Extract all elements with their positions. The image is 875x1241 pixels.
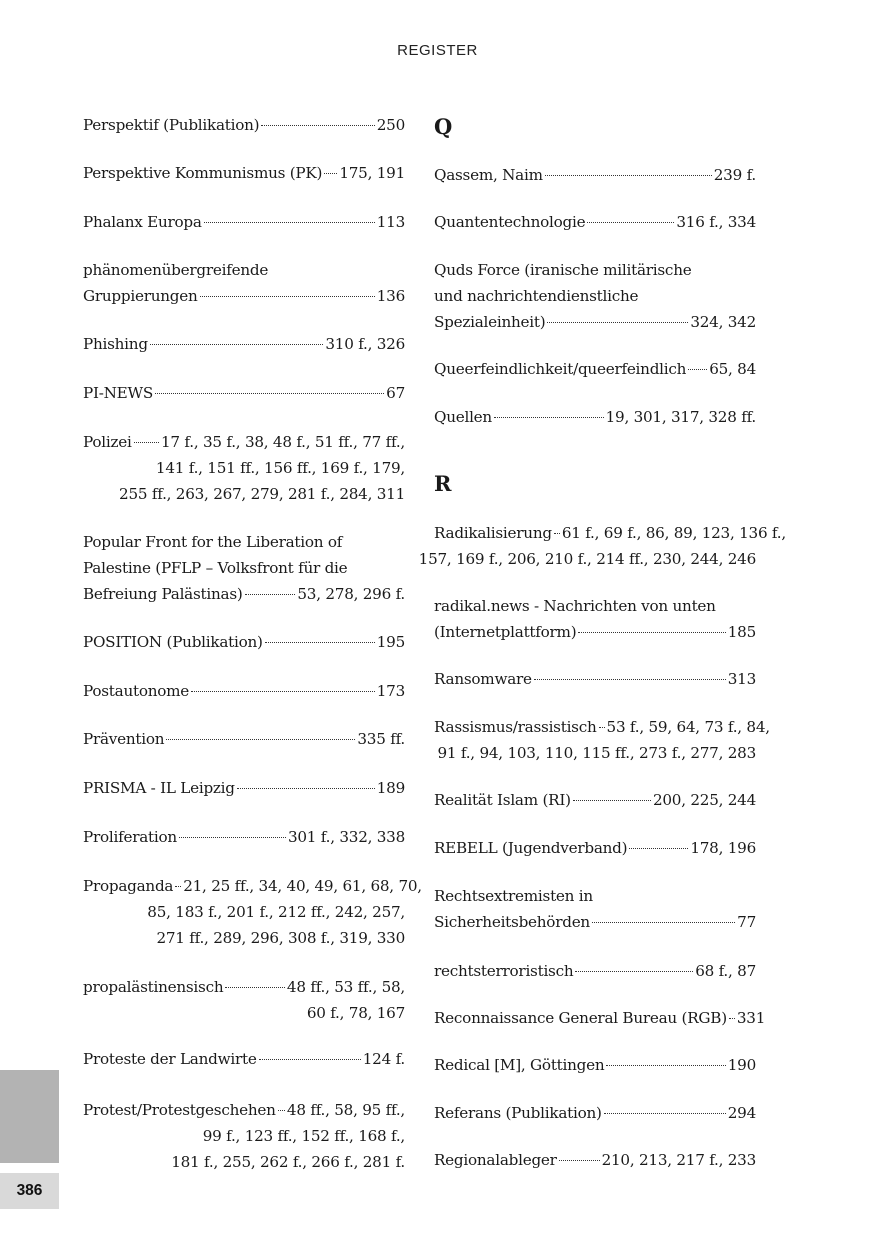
index-term: Redical [M], Göttingen — [434, 1056, 605, 1074]
index-entry — [83, 209, 405, 235]
dot-leader — [494, 417, 604, 418]
index-entry — [83, 824, 405, 850]
index-entry — [83, 160, 405, 186]
index-term: Spezialeinheit) — [434, 313, 546, 331]
index-term: Proteste der Landwirte — [83, 1050, 257, 1068]
index-term: Prävention — [83, 730, 165, 748]
dot-leader — [134, 442, 159, 443]
index-entry-line — [83, 824, 405, 850]
index-entry — [434, 593, 756, 645]
index-term: Qassem, Naim — [434, 166, 543, 184]
page-references: 335 ff. — [357, 730, 405, 748]
index-entry-line — [434, 1005, 766, 1031]
page-references: 324, 342 — [690, 313, 756, 331]
page-references: 195 — [376, 633, 405, 651]
index-entry-line — [418, 546, 756, 572]
index-entry-line — [83, 899, 405, 925]
index-entry-line — [83, 629, 405, 655]
index-term: Rassismus/rassistisch — [434, 718, 597, 736]
thumb-index-tab — [0, 1070, 59, 1163]
index-entry — [418, 520, 786, 572]
page-references: 53, 278, 296 f. — [297, 585, 405, 603]
index-entry-line — [434, 309, 756, 335]
dot-leader — [629, 848, 688, 849]
page-references: 173 — [376, 682, 405, 700]
page-references: 68 f., 87 — [695, 962, 756, 980]
page-references: 175, 191 — [339, 164, 405, 182]
index-term: Popular Front for the Liberation of — [83, 533, 343, 551]
index-entry — [83, 775, 405, 801]
page-references: 124 f. — [362, 1050, 405, 1068]
page-references: 271 ff., 289, 296, 308 f., 319, 330 — [156, 929, 405, 947]
index-entry-line — [83, 925, 405, 951]
index-term: radikal.news - Nachrichten von unten — [434, 597, 716, 615]
index-entry — [434, 404, 756, 430]
index-entry — [434, 883, 756, 935]
index-entry — [434, 666, 756, 692]
index-entry-line — [434, 787, 756, 813]
index-entry-line — [83, 112, 405, 138]
index-entry-line — [83, 1000, 405, 1026]
dot-leader — [225, 987, 285, 988]
index-entry — [83, 1046, 405, 1072]
page-references: 185 — [727, 623, 756, 641]
section-letter-r: R — [434, 471, 452, 496]
page-references: 48 ff., 58, 95 ff., — [286, 1101, 405, 1119]
index-term: Ransomware — [434, 670, 532, 688]
dot-leader — [547, 322, 688, 323]
page-references: 313 — [727, 670, 756, 688]
index-term: Perspektif (Publikation) — [83, 116, 260, 134]
dot-leader — [245, 594, 296, 595]
page-references: 48 ff., 53 ff., 58, — [286, 978, 405, 996]
index-term: Postautonome — [83, 682, 190, 700]
page-references: 91 f., 94, 103, 110, 115 ff., 273 f., 277, 283 — [437, 744, 756, 762]
index-entry-line — [83, 257, 405, 283]
index-entry — [83, 257, 405, 309]
index-entry-line — [434, 162, 756, 188]
page-references: 157, 169 f., 206, 210 f., 214 ff., 230, 244, 246 — [418, 550, 756, 568]
page-references: 255 ff., 263, 267, 279, 281 f., 284, 311 — [119, 485, 405, 503]
page-references: 294 — [727, 1104, 756, 1122]
index-entry-line — [83, 775, 405, 801]
index-entry-line — [83, 974, 405, 1000]
dot-leader — [575, 971, 693, 972]
index-entry-line — [434, 209, 756, 235]
index-entry-line — [83, 283, 405, 309]
page-references: 17 f., 35 f., 38, 48 f., 51 ff., 77 ff., — [161, 433, 405, 451]
page-references: 60 f., 78, 167 — [306, 1004, 405, 1022]
section-letter-q: Q — [434, 114, 453, 139]
index-entry — [83, 1097, 405, 1175]
dot-leader — [237, 788, 375, 789]
index-term: REBELL (Jugendverband) — [434, 839, 628, 857]
index-term: und nachrichtendienstliche — [434, 287, 639, 305]
index-entry-line — [434, 666, 756, 692]
page-references: 19, 301, 317, 328 ff. — [605, 408, 756, 426]
index-entry-line — [83, 581, 405, 607]
page-references: 65, 84 — [709, 360, 756, 378]
index-entry-line — [434, 958, 756, 984]
index-entry-line — [434, 740, 756, 766]
index-entry-line — [434, 593, 756, 619]
dot-leader — [278, 1110, 285, 1111]
index-entry — [434, 1052, 756, 1078]
index-entry-line — [83, 1097, 405, 1123]
dot-leader — [587, 222, 674, 223]
page-references: 310 f., 326 — [325, 335, 405, 353]
page-references: 85, 183 f., 201 f., 212 ff., 242, 257, — [147, 903, 405, 921]
index-entry-line — [83, 529, 405, 555]
index-entry — [434, 714, 770, 766]
index-term: POSITION (Publikation) — [83, 633, 263, 651]
index-entry-line — [83, 331, 405, 357]
index-entry-line — [434, 283, 756, 309]
dot-leader — [175, 886, 181, 887]
page-number: 386 — [0, 1173, 59, 1209]
index-term: Referans (Publikation) — [434, 1104, 602, 1122]
index-term: PRISMA - IL Leipzig — [83, 779, 235, 797]
page-references: 67 — [386, 384, 405, 402]
index-term: Regionalableger — [434, 1151, 557, 1169]
index-term: Quds Force (iranische militärische — [434, 261, 692, 279]
index-entry — [434, 958, 756, 984]
index-entry-line — [434, 404, 756, 430]
page-references: 113 — [376, 213, 405, 231]
dot-leader — [729, 1018, 735, 1019]
index-entry-line — [434, 909, 756, 935]
index-term: Protest/Protestgeschehen — [83, 1101, 276, 1119]
index-term: (Internetplattform) — [434, 623, 577, 641]
index-entry-line — [434, 257, 756, 283]
index-entry — [434, 835, 756, 861]
index-entry-line — [434, 619, 756, 645]
index-term: Reconnaissance General Bureau (RGB) — [434, 1009, 727, 1027]
index-term: rechtsterroristisch — [434, 962, 574, 980]
page-references: 189 — [376, 779, 405, 797]
page-references: 136 — [376, 287, 405, 305]
index-entry-line — [83, 726, 405, 752]
index-term: Quantentechnologie — [434, 213, 586, 231]
dot-leader — [259, 1059, 361, 1060]
running-header: REGISTER — [397, 42, 478, 59]
index-entry — [434, 1147, 756, 1173]
index-entry-line — [83, 481, 405, 507]
page-references: 250 — [376, 116, 405, 134]
index-term: Proliferation — [83, 828, 177, 846]
index-entry — [434, 1100, 756, 1126]
index-term: Realität Islam (RI) — [434, 791, 571, 809]
index-entry — [83, 629, 405, 655]
index-entry — [83, 331, 405, 357]
index-entry-line — [83, 678, 405, 704]
index-term: Polizei — [83, 433, 132, 451]
index-entry — [83, 429, 405, 507]
index-entry-line — [83, 209, 405, 235]
page-references: 178, 196 — [690, 839, 756, 857]
dot-leader — [559, 1160, 600, 1161]
index-entry — [83, 112, 405, 138]
dot-leader — [150, 344, 324, 345]
dot-leader — [191, 691, 375, 692]
index-term: Phishing — [83, 335, 148, 353]
dot-leader — [592, 922, 735, 923]
dot-leader — [578, 632, 725, 633]
index-entry — [83, 678, 405, 704]
dot-leader — [179, 837, 286, 838]
index-term: Quellen — [434, 408, 492, 426]
index-term: Palestine (PFLP – Volksfront für die — [83, 559, 348, 577]
index-entry-line — [83, 1046, 405, 1072]
index-entry — [83, 380, 405, 406]
index-entry-line — [434, 1100, 756, 1126]
index-term: propalästinensisch — [83, 978, 224, 996]
dot-leader — [166, 739, 355, 740]
index-entry-line — [434, 1147, 756, 1173]
page-references: 141 f., 151 ff., 156 ff., 169 f., 179, — [155, 459, 405, 477]
page-references: 331 — [736, 1009, 766, 1027]
page-references: 53 f., 59, 64, 73 f., 84, — [606, 718, 770, 736]
index-entry-line — [434, 356, 756, 382]
index-entry-line — [434, 714, 770, 740]
dot-leader — [573, 800, 651, 801]
index-entry — [83, 529, 405, 607]
index-term: PI-NEWS — [83, 384, 153, 402]
page-references: 301 f., 332, 338 — [287, 828, 405, 846]
index-term: Sicherheitsbehörden — [434, 913, 590, 931]
dot-leader — [324, 173, 337, 174]
dot-leader — [599, 727, 605, 728]
index-entry — [434, 356, 756, 382]
page-references: 181 f., 255, 262 f., 266 f., 281 f. — [171, 1153, 405, 1171]
page-references: 61 f., 69 f., 86, 89, 123, 136 f., — [561, 524, 786, 542]
index-entry-line — [83, 160, 405, 186]
page-references: 239 f. — [713, 166, 756, 184]
index-entry-line — [434, 883, 756, 909]
index-term: phänomenübergreifende — [83, 261, 269, 279]
index-entry-line — [83, 555, 405, 581]
index-term: Gruppierungen — [83, 287, 198, 305]
index-term: Phalanx Europa — [83, 213, 202, 231]
index-term: Propaganda — [83, 877, 174, 895]
page-references: 190 — [727, 1056, 756, 1074]
index-term: Radikalisierung — [434, 524, 552, 542]
index-entry — [83, 873, 422, 951]
page-references: 210, 213, 217 f., 233 — [601, 1151, 756, 1169]
dot-leader — [688, 369, 707, 370]
index-entry — [434, 787, 756, 813]
index-entry-line — [434, 520, 786, 546]
index-entry — [83, 726, 405, 752]
index-term: Rechtsextremisten in — [434, 887, 593, 905]
dot-leader — [155, 393, 384, 394]
index-entry-line — [83, 1149, 405, 1175]
page-references: 200, 225, 244 — [652, 791, 756, 809]
dot-leader — [606, 1065, 725, 1066]
index-entry — [434, 162, 756, 188]
page-references: 77 — [737, 913, 756, 931]
dot-leader — [261, 125, 374, 126]
index-term: Perspektive Kommunismus (PK) — [83, 164, 323, 182]
index-term: Queerfeindlichkeit/queerfeindlich — [434, 360, 687, 378]
dot-leader — [545, 175, 712, 176]
dot-leader — [204, 222, 375, 223]
dot-leader — [265, 642, 375, 643]
page-references: 316 f., 334 — [676, 213, 756, 231]
page-references: 21, 25 ff., 34, 40, 49, 61, 68, 70, — [183, 877, 422, 895]
index-entry — [434, 1005, 766, 1031]
index-entry — [83, 974, 405, 1026]
index-entry — [434, 257, 756, 335]
index-entry-line — [83, 429, 405, 455]
dot-leader — [200, 296, 375, 297]
index-term: Befreiung Palästinas) — [83, 585, 243, 603]
dot-leader — [534, 679, 726, 680]
index-entry — [434, 209, 756, 235]
index-entry-line — [83, 1123, 405, 1149]
index-entry-line — [434, 1052, 756, 1078]
index-entry-line — [83, 873, 422, 899]
index-entry-line — [83, 380, 405, 406]
dot-leader — [554, 533, 560, 534]
index-entry-line — [83, 455, 405, 481]
page-references: 99 f., 123 ff., 152 ff., 168 f., — [202, 1127, 405, 1145]
index-entry-line — [434, 835, 756, 861]
dot-leader — [604, 1113, 726, 1114]
